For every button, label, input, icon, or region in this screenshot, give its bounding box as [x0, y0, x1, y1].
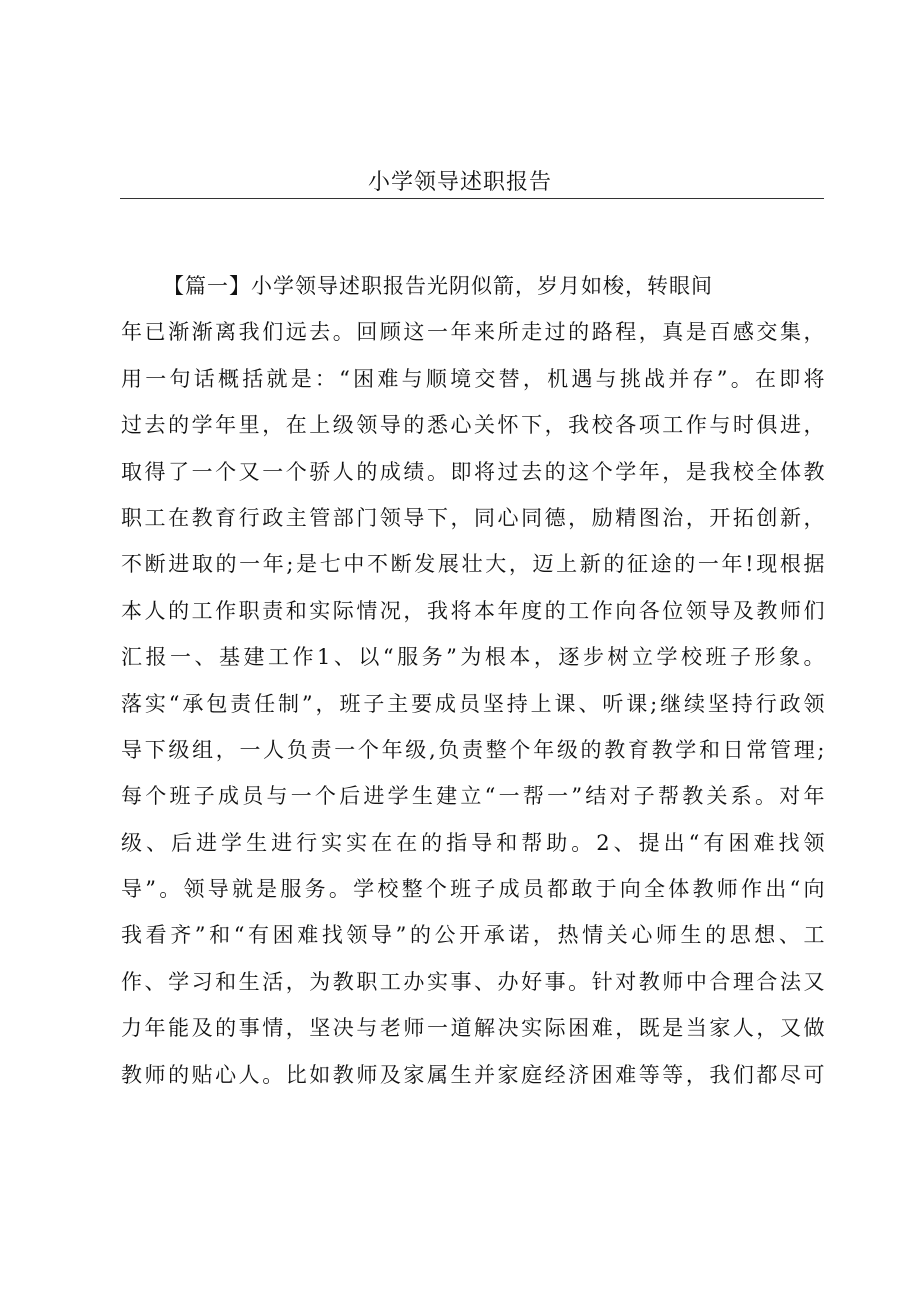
body-line: 不断进取的一年;是七中不断发展壮大，迈上新的征途的一年!现根据	[121, 552, 825, 577]
body-line: 导下级组，一人负责一个年级,负责整个年级的教育教学和日常管理;	[121, 737, 825, 762]
body-line: 我看齐”和“有困难找领导”的公开承诺，热情关心师生的思想、工	[121, 923, 825, 948]
body-line: 职工在教育行政主管部门领导下，同心同德，励精图治，开拓创新，	[121, 505, 825, 530]
body-line: 取得了一个又一个骄人的成绩。即将过去的这个学年，是我校全体教	[121, 459, 825, 484]
body-line: 教师的贴心人。比如教师及家属生并家庭经济困难等等，我们都尽可	[121, 1062, 825, 1087]
body-line: 年已渐渐离我们远去。回顾这一年来所走过的路程，真是百感交集，	[121, 320, 825, 345]
body-line: 汇报一、基建工作1、以“服务”为根本，逐步树立学校班子形象。	[121, 645, 825, 670]
body-line: 用一句话概括就是：“困难与顺境交替，机遇与挑战并存”。在即将	[121, 366, 825, 391]
body-line: 每个班子成员与一个后进学生建立“一帮一”结对子帮教关系。对年	[121, 784, 825, 809]
body-line: 导”。领导就是服务。学校整个班子成员都敢于向全体教师作出“向	[121, 877, 825, 902]
title-divider	[120, 198, 824, 199]
body-line: 作、学习和生活，为教职工办实事、办好事。针对教师中合理合法又	[121, 969, 825, 994]
body-line: 过去的学年里，在上级领导的悉心关怀下，我校各项工作与时俱进，	[121, 413, 825, 438]
body-line: 【篇一】小学领导述职报告光阴似箭，岁月如梭，转眼间	[163, 274, 713, 298]
body-line: 落实“承包责任制”，班子主要成员坚持上课、听课;继续坚持行政领	[121, 691, 825, 716]
page-title: 小学领导述职报告	[367, 170, 552, 195]
document-body	[121, 266, 825, 1101]
body-line: 级、后进学生进行实实在在的指导和帮助。2、提出“有困难找领	[121, 830, 825, 855]
body-line: 本人的工作职责和实际情况，我将本年度的工作向各位领导及教师们	[121, 598, 825, 623]
body-line: 力年能及的事情，坚决与老师一道解决实际困难，既是当家人，又做	[121, 1016, 825, 1041]
